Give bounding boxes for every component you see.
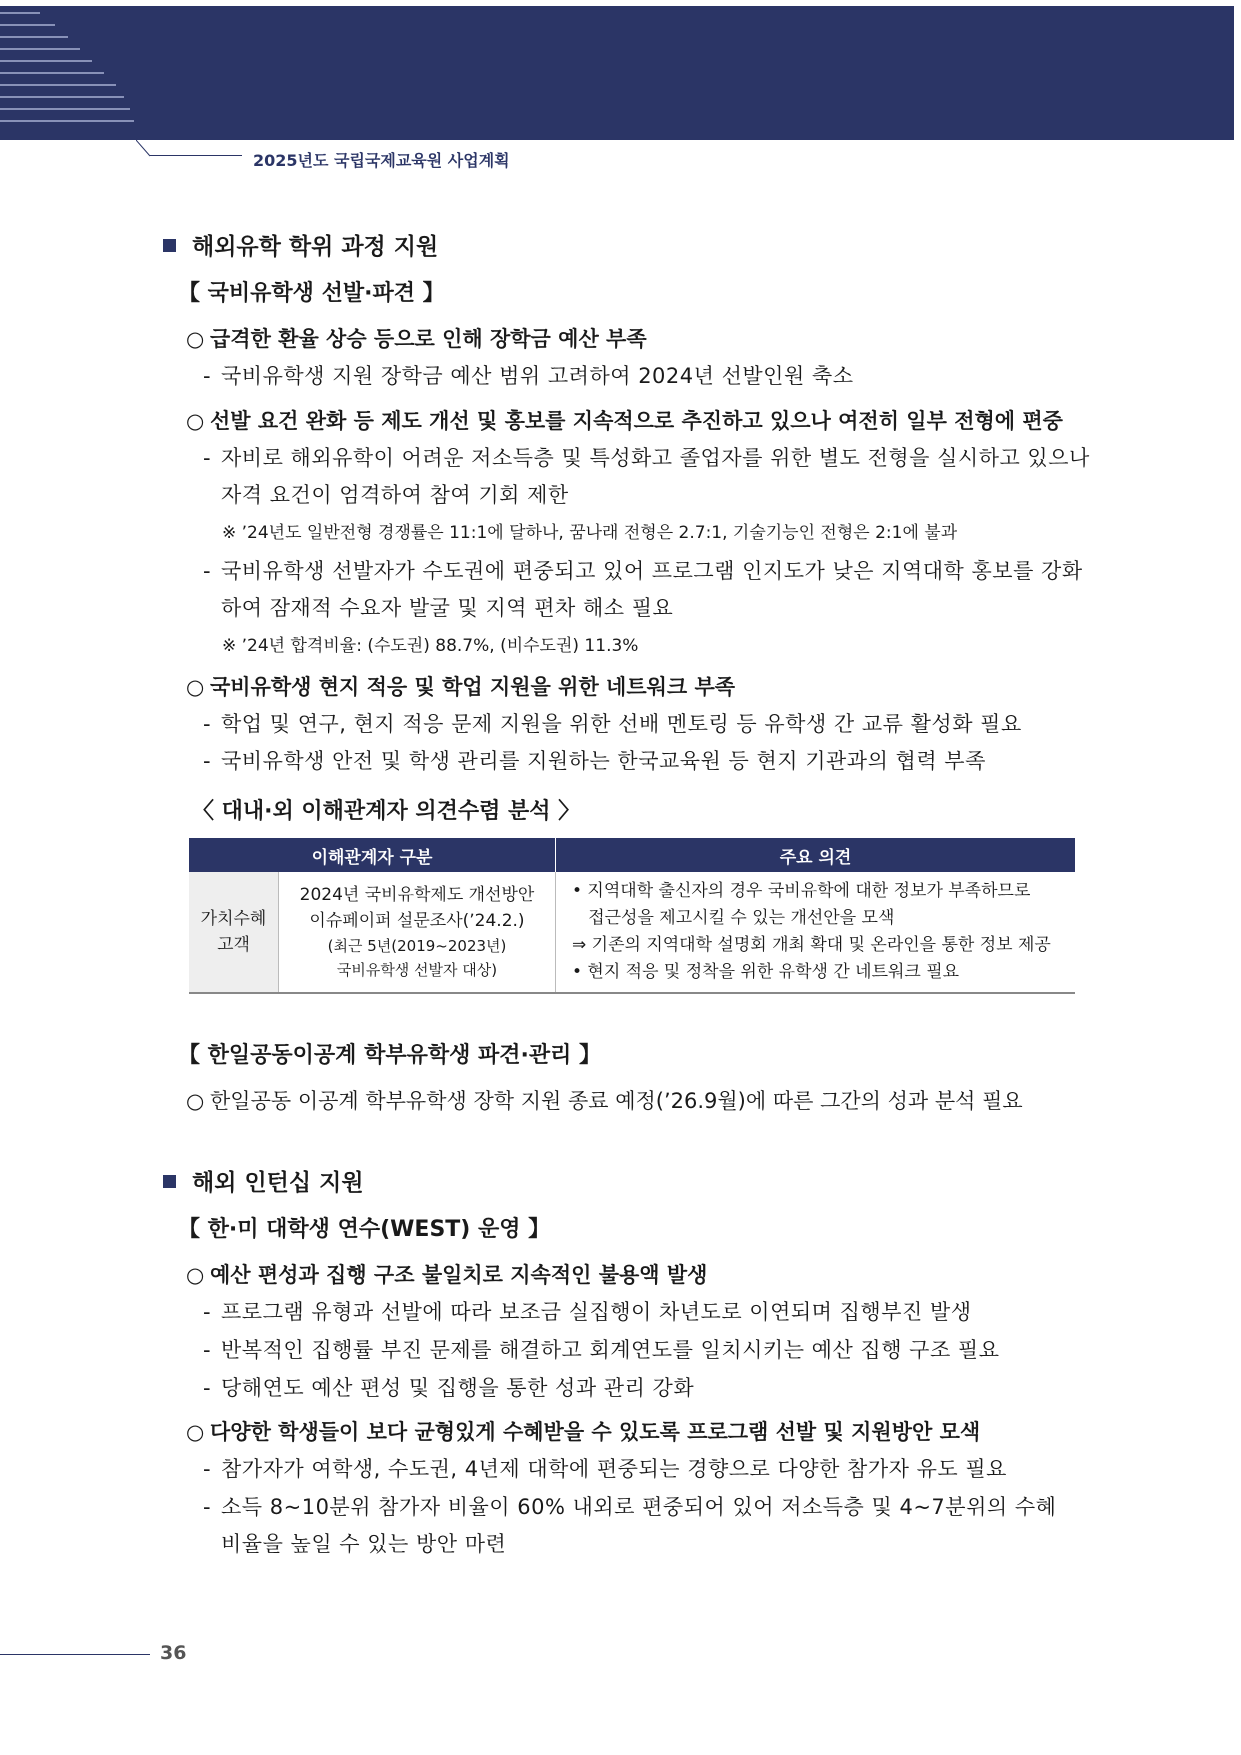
square-bullet-icon	[163, 239, 176, 252]
point-heading: ○ 선발 요건 완화 등 제도 개선 및 홍보를 지속적으로 추진하고 있으나 여전히 일부 전형에 편중	[186, 409, 1063, 433]
document-header-title: 2025년도 국립국제교육원 사업계획	[253, 151, 510, 170]
detail-line-continued: 비율을 높일 수 있는 방안 마련	[221, 1532, 507, 1556]
square-bullet-icon	[163, 1175, 176, 1188]
column-header-stakeholder: 이해관계자 구분	[189, 838, 556, 872]
header-underline	[150, 155, 242, 156]
subsection-title-west: 【 한·미 대학생 연수(WEST) 운영 】	[178, 1217, 551, 1242]
point-heading: ○ 급격한 환율 상승 등으로 인해 장학금 예산 부족	[186, 327, 647, 351]
stakeholder-group-cell: 가치수혜 고객	[189, 872, 279, 993]
source-cell: 2024년 국비유학제도 개선방안 이슈페이퍼 설문조사(ʼ24.2.) (최근 5년(2019~2023년) 국비유학생 선발자 대상)	[279, 872, 556, 993]
point-heading: ○ 국비유학생 현지 적응 및 학업 지원을 위한 네트워크 부족	[186, 675, 736, 699]
point-heading: ○ 예산 편성과 집행 구조 불일치로 지속적인 불용액 발생	[186, 1263, 708, 1287]
detail-line: - 학업 및 연구, 현지 적응 문제 지원을 위한 선배 멘토링 등 유학생 간 교류 활성화 필요	[203, 712, 1022, 736]
column-header-opinion: 주요 의견	[556, 838, 1076, 872]
detail-line: - 프로그램 유형과 선발에 따라 보조금 실집행이 차년도로 이연되며 집행부진 발생	[203, 1300, 972, 1324]
subsection-title-gov-scholars: 【 국비유학생 선발·파견 】	[178, 281, 445, 306]
header-stripes-decoration	[0, 6, 160, 140]
section-title-degree-support: 해외유학 학위 과정 지원	[163, 228, 438, 261]
section-title-internship-support: 해외 인턴십 지원	[163, 1164, 364, 1197]
note-line: ※ ʼ24년 합격비율: (수도권) 88.7%, (비수도권) 11.3%	[222, 636, 639, 656]
opinion-cell: • 지역대학 출신자의 경우 국비유학에 대한 정보가 부족하므로 접근성을 제고시킬 수 있는 개선안을 모색 ⇒ 기존의 지역대학 설명회 개최 확대 및 온라인을 통한 정보 제공 • 현지 적응 및 정착을 위한 유학생 간 네트워크 필요	[556, 872, 1076, 993]
detail-line: - 자비로 해외유학이 어려운 저소득층 및 특성화고 졸업자를 위한 별도 전형을 실시하고 있으나	[203, 446, 1090, 470]
detail-line-continued: 자격 요건이 엄격하여 참여 기회 제한	[221, 483, 569, 507]
subsection-title-korea-japan: 【 한일공동이공계 학부유학생 파견·관리 】	[178, 1043, 602, 1068]
footer-line	[0, 1654, 150, 1655]
detail-line: - 국비유학생 안전 및 학생 관리를 지원하는 한국교육원 등 현지 기관과의 협력 부족	[203, 749, 986, 773]
header-banner	[0, 6, 1234, 140]
point-heading: ○ 다양한 학생들이 보다 균형있게 수혜받을 수 있도록 프로그램 선발 및 지원방안 모색	[186, 1420, 981, 1444]
detail-line: - 소득 8~10분위 참가자 비율이 60% 내외로 편중되어 있어 저소득층 및 4~7분위의 수혜	[203, 1495, 1057, 1519]
stakeholder-opinion-table	[189, 838, 1075, 994]
detail-line-continued: 하여 잠재적 수요자 발굴 및 지역 편차 해소 필요	[221, 596, 674, 620]
detail-line: - 당해연도 예산 편성 및 집행을 통한 성과 관리 강화	[203, 1376, 695, 1400]
point-heading: ○ 한일공동 이공계 학부유학생 장학 지원 종료 예정(ʼ26.9월)에 따른 그간의 성과 분석 필요	[186, 1089, 1023, 1113]
table-caption: 〈 대내·외 이해관계자 의견수렴 분석 〉	[192, 799, 581, 824]
note-line: ※ ʼ24년도 일반전형 경쟁률은 11:1에 달하나, 꿈나래 전형은 2.7:1, 기술기능인 전형은 2:1에 불과	[222, 523, 958, 543]
detail-line: - 반복적인 집행률 부진 문제를 해결하고 회계연도를 일치시키는 예산 집행 구조 필요	[203, 1338, 1000, 1362]
detail-line: - 참가자가 여학생, 수도권, 4년제 대학에 편중되는 경향으로 다양한 참가자 유도 필요	[203, 1457, 1007, 1481]
detail-line: - 국비유학생 선발자가 수도권에 편중되고 있어 프로그램 인지도가 낮은 지역대학 홍보를 강화	[203, 559, 1083, 583]
table-row	[189, 872, 1075, 993]
page-number: 36	[160, 1642, 187, 1664]
detail-line: - 국비유학생 지원 장학금 예산 범위 고려하여 2024년 선발인원 축소	[203, 364, 854, 388]
table-header-row	[189, 838, 1075, 872]
